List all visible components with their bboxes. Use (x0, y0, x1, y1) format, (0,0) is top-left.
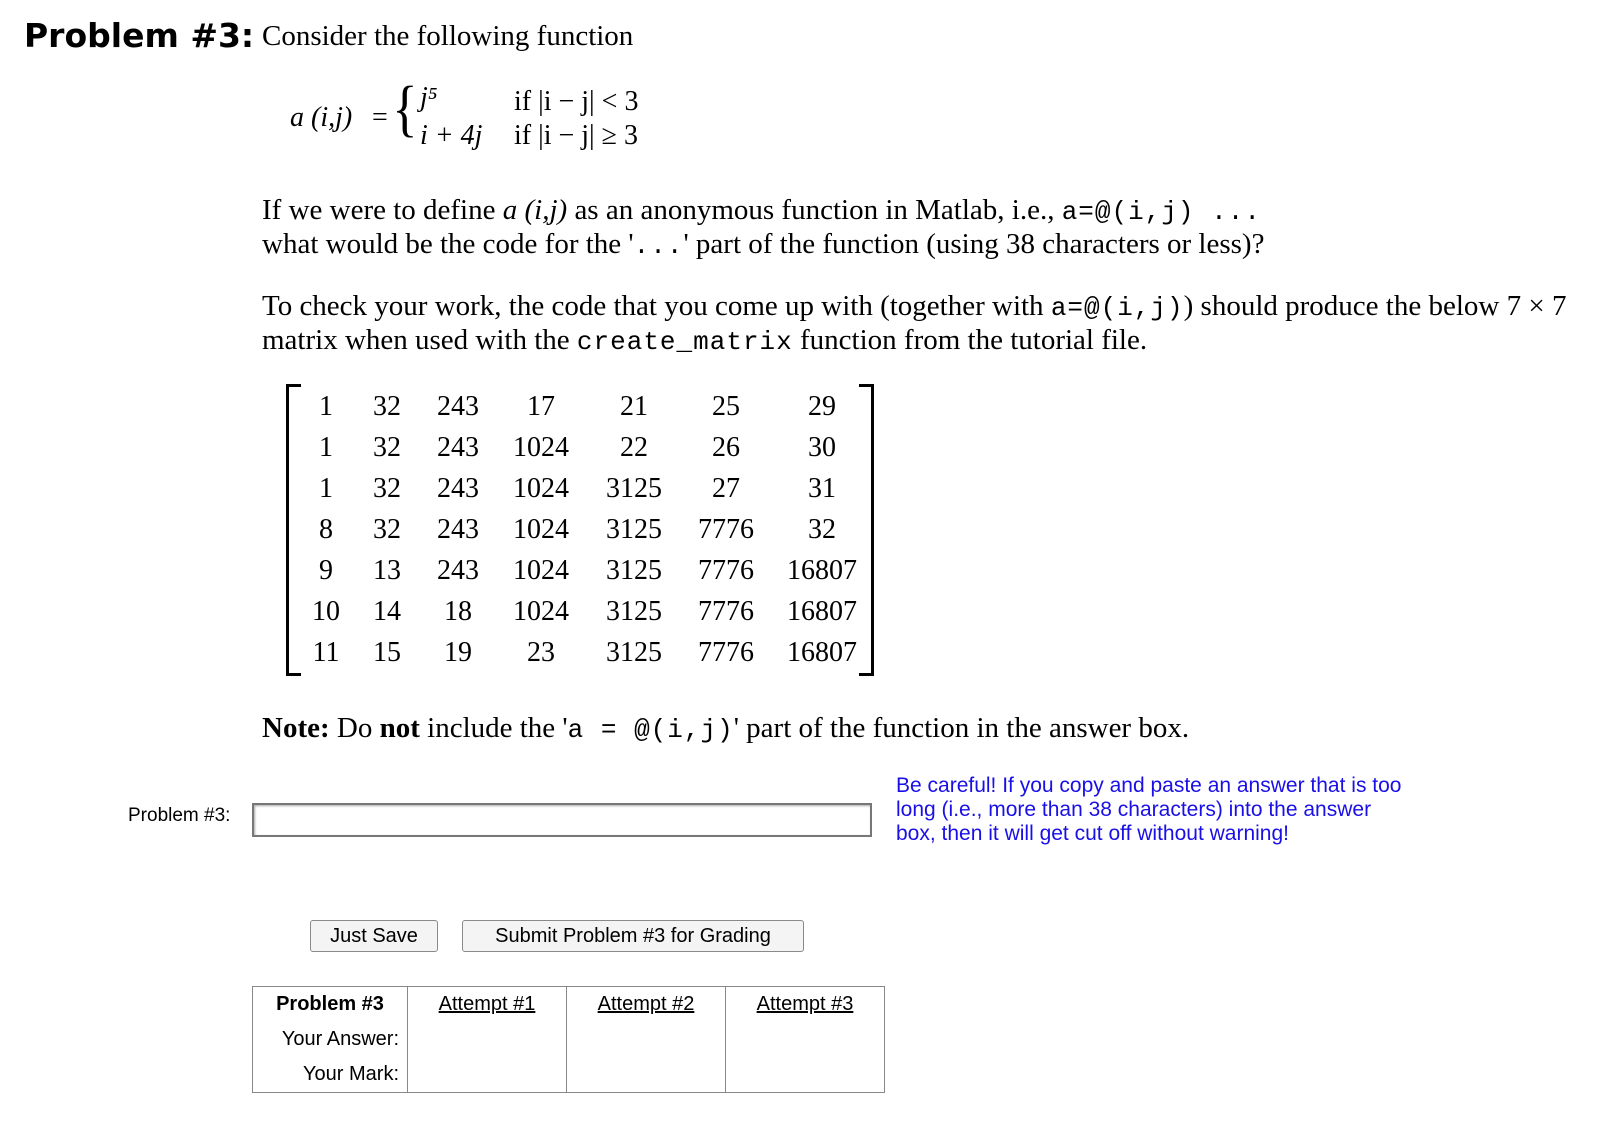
para2-code: a=@(i,j) (1050, 293, 1184, 323)
submit-for-grading-button[interactable]: Submit Problem #3 for Grading (462, 920, 804, 952)
note-text (262, 712, 1189, 745)
result-matrix (286, 384, 874, 676)
matrix-cell: 13 (373, 554, 401, 586)
matrix-cell: 16807 (787, 595, 857, 627)
matrix-cell: 22 (620, 431, 648, 463)
para1-text: what would be the code for the ' (262, 228, 634, 260)
attempt-1-link[interactable]: Attempt #1 (438, 993, 536, 1015)
matrix-cell: 14 (373, 595, 401, 627)
matrix-cell: 10 (312, 595, 340, 627)
just-save-button[interactable]: Just Save (310, 920, 438, 952)
matrix-cell: 243 (437, 431, 479, 463)
matrix-cell: 25 (712, 390, 740, 422)
case1-expression: j⁵ (420, 82, 438, 113)
matrix-cell: 15 (373, 636, 401, 668)
warning-text: Be careful! If you copy and paste an answer that is too long (i.e., more than 38 characters) into the answer box, then it will get cut off without warning! (896, 774, 1402, 845)
attempt-column (408, 987, 567, 1093)
attempts-header: Problem #3 (276, 993, 384, 1015)
note-code: a = @(i,j) (567, 715, 734, 745)
matrix-cell: 1024 (513, 595, 569, 627)
matrix-cell: 11 (312, 636, 340, 668)
your-mark-label: Your Mark: (303, 1063, 399, 1085)
matrix-cell: 19 (444, 636, 472, 668)
note-label: Note: (262, 712, 330, 744)
case1-condition: if |i − j| < 3 (514, 86, 639, 117)
matrix-cell: 1024 (513, 554, 569, 586)
matrix-cell: 32 (373, 513, 401, 545)
matrix-cell: 23 (527, 636, 555, 668)
matrix-cell: 3125 (606, 472, 662, 504)
note-part: include the ' (419, 712, 568, 744)
matrix-cell: 32 (808, 513, 836, 545)
matrix-row (300, 550, 872, 591)
matrix-cell: 7776 (698, 636, 754, 668)
matrix-cell: 243 (437, 390, 479, 422)
note-part: Do (329, 712, 380, 744)
matrix-row (300, 591, 872, 632)
para2-text: ) should produce the below 7 × 7 (1183, 290, 1567, 322)
para1-text: If we were to define (262, 194, 503, 226)
answer-label: Problem #3: (128, 805, 231, 826)
matrix-cell: 3125 (606, 595, 662, 627)
para1-text: as an anonymous function in Matlab, i.e., (567, 194, 1062, 226)
matrix-row (300, 427, 872, 468)
matrix-cell: 3125 (606, 513, 662, 545)
matrix-cell: 243 (437, 513, 479, 545)
matrix-left-bracket (286, 384, 301, 676)
attempts-table (252, 986, 885, 1093)
matrix-row (300, 386, 872, 427)
question-paragraph (262, 194, 1264, 262)
attempt-3-link[interactable]: Attempt #3 (756, 993, 854, 1015)
matrix-cell: 1024 (513, 472, 569, 504)
matrix-cell: 29 (808, 390, 836, 422)
matrix-cell: 21 (620, 390, 648, 422)
curly-brace: { (392, 75, 418, 143)
matrix-cell: 18 (444, 595, 472, 627)
matrix-cell: 27 (712, 472, 740, 504)
check-paragraph (262, 290, 1566, 358)
para2-text: To check your work, the code that you come up with (together with (262, 290, 1051, 322)
matrix-cell: 243 (437, 472, 479, 504)
para2-text: matrix when used with the (262, 324, 577, 356)
note-emphasis: not (379, 712, 420, 744)
matrix-cell: 1 (319, 431, 333, 463)
formula-lhs: a (i,j) (290, 102, 353, 133)
matrix-row (300, 632, 872, 673)
para1-code: a=@(i,j) ... (1061, 197, 1261, 227)
matrix-cell: 32 (373, 472, 401, 504)
matrix-cell: 3125 (606, 636, 662, 668)
matrix-cell: 8 (319, 513, 333, 545)
matrix-cell: 7776 (698, 595, 754, 627)
matrix-cell: 26 (712, 431, 740, 463)
case2-condition: if |i − j| ≥ 3 (514, 120, 639, 151)
para2-code: create_matrix (576, 327, 793, 357)
matrix-cell: 31 (808, 472, 836, 504)
your-answer-label: Your Answer: (281, 1028, 399, 1050)
matrix-row (300, 468, 872, 509)
answer-input[interactable] (252, 803, 872, 837)
matrix-cell: 3125 (606, 554, 662, 586)
matrix-cell: 17 (527, 390, 555, 422)
attempt-column (567, 987, 726, 1093)
formula-equals: = (372, 102, 388, 133)
matrix-cell: 32 (373, 431, 401, 463)
matrix-cell: 32 (373, 390, 401, 422)
note-part: ' part of the function in the answer box. (733, 712, 1190, 744)
para1-text: ' part of the function (using 38 characters or less)? (683, 228, 1265, 260)
matrix-cell: 30 (808, 431, 836, 463)
para1-variable: a (i,j) (502, 194, 568, 226)
attempts-labels-column (253, 987, 408, 1093)
matrix-cell: 1 (319, 472, 333, 504)
matrix-cell: 7776 (698, 513, 754, 545)
matrix-cell: 243 (437, 554, 479, 586)
para2-text: function from the tutorial file. (792, 324, 1148, 356)
para1-code: ... (633, 231, 684, 261)
matrix-cell: 1 (319, 390, 333, 422)
intro-text: Consider the following function (262, 20, 634, 52)
problem-heading: Problem #3: (24, 16, 255, 55)
matrix-cell: 16807 (787, 554, 857, 586)
attempt-column (726, 987, 885, 1093)
matrix-cell: 1024 (513, 513, 569, 545)
matrix-table (300, 386, 872, 673)
matrix-cell: 16807 (787, 636, 857, 668)
matrix-cell: 1024 (513, 431, 569, 463)
matrix-cell: 7776 (698, 554, 754, 586)
case2-expression: i + 4j (420, 120, 483, 151)
matrix-cell: 9 (319, 554, 333, 586)
matrix-row (300, 509, 872, 550)
attempt-2-link[interactable]: Attempt #2 (597, 993, 695, 1015)
